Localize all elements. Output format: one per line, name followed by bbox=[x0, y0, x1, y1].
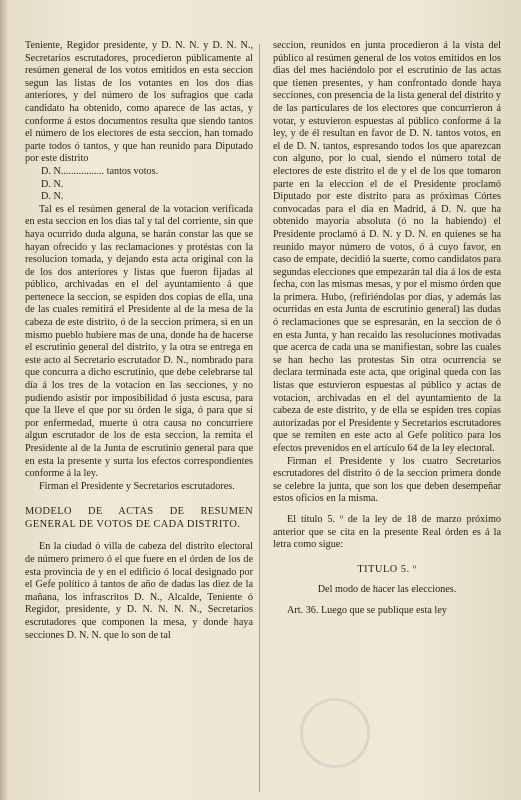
vote-list bbox=[25, 166, 253, 204]
right-signature-line: Firman el Presidente y los cuatro Secretarios escrutadores del distrito ó de la seccion primera donde se celebre la junta, que son los que deben desempeñar estos oficios en la misma. bbox=[273, 455, 501, 505]
article-36: Art. 36. Luego que se publique esta ley bbox=[287, 604, 447, 616]
column-divider bbox=[259, 44, 260, 792]
page-binding-shadow bbox=[0, 0, 8, 800]
left-paragraph-1: Teniente, Regidor presidente, y D. N. N. y D. N. N., Secretarios escrutadores, procedieron públicamente al resúmen general de los votos emitidos en esta seccion segun las listas de los votantes en los dos dias anteriores, y del número de los sufragios que cada candidato ha obtenido, como aparece de las actas, y conforme á estos documentos resulta que siendo tantos el número de los electores de esta seccion, han tomado parte todos ó tantos, y que han reunido para Diputado por este distrito bbox=[25, 40, 253, 165]
library-watermark bbox=[300, 690, 520, 800]
vote-line-2: D. N. bbox=[41, 178, 64, 190]
left-column bbox=[25, 40, 253, 642]
right-column bbox=[273, 40, 501, 618]
right-paragraph-3: El título 5. º de la ley de 18 de marzo próximo anterior que se cita en la presente Real órden es á la letra como sigue: bbox=[273, 513, 501, 551]
left-signature-line: Firman el Presidente y Secretarios escrutadores. bbox=[39, 480, 235, 492]
titulo-heading: TITULO 5. º bbox=[357, 563, 417, 575]
left-paragraph-4: En la ciudad ó villa de cabeza del distrito electoral de número primero ó el que fuere en el órden de los de esta provincia de y en el edificio ó local designado por el Gefe político á tantos de año de dadas las diez de la mañana, los infrascritos D. N., Alcalde, Teniente ó Regidor, presidente, y D. N. N. N. N., Secretarios escrutadores que componen la mesa, y donde haya secciones D. N. N. que lo son de tal bbox=[25, 541, 253, 641]
watermark-seal-icon bbox=[300, 698, 370, 768]
vote-line-3: D. N. bbox=[41, 191, 64, 203]
titulo-subtitle: Del modo de hacer las elecciones. bbox=[317, 584, 457, 596]
right-paragraph-1: seccion, reunidos en junta procedieron á la vista del público al resúmen general de los votos emitidos en los dias del mes haciéndolo por el escrutinio de las actas que tienen presentes, y han confrontado donde haya secciones, con presencia de la lista general del distrito y de las particulares de los electores que concurrieron á votar, y estuvieron espuestas al público conforme á la ley, y de él resultan en favor de D. N. tantos votos, en el de D. N. tantos, espresando todos los que aparezcan con alguno, por lo cual, siendo el número total de electores de este distrito el de y el de los que tomaron parte en la eleccion el de el Presidente proclamó Diputado por este distrito para as próximas Córtes convocadas para el dia en Madrid, á D. N. que ha obtenido mayoría absoluta (ó no la habiendo) el Presidente proclamó á D. N. y D. N. en quienes se ha reunido mayor número de votos, ó á cuyo favor, en caso de empate, decidió la suerte, como candidatos para segundas elecciones que empezarán tal dia á los de esta fecha, con las mismas mesas, y por el mismo órden que la primera. Hubo, (refiriéndolas por dias, y además las ocurridas en esta Junta de escrutinio general) las dudas ó reclamaciones que se espresarán, en la seccion de ó en esta Junta, y han recaido las resoluciones motivadas que acerca de cada una se manifiestan, sobre las cuales se han hecho las protestas Sin otra ocurrencia se declara terminada este acta, que original queda con las listas que estuvieron espuestas al público y actas de votacion, archivadas en el del ayuntamiento de la cabeza de este distrito, y de ella se espiden tres copias autorizadas por el Presidente y Secretarios escrutadores que se remiten en este acto al Gefe político para los efectos prevenidos en el artículo 64 de la ley electoral. bbox=[273, 40, 502, 454]
section-heading: MODELO DE ACTAS DE RESUMEN GENERAL DE VOTOS DE CADA DISTRITO. bbox=[25, 506, 253, 531]
left-paragraph-2: Tal es el resúmen general de la votacion verificada en esta seccion en los dias tal y tal del corriente, sin que haya ocurrido duda alguna, se harán constar las que se hayan ofrecido y las reclamaciones y protéstas con la resolucion tomada, y dejando esta acta original con la de los dos anteriores y listas que fueron fijadas al público, archivadas en el del ayuntamiento á que pertenece la seccion, se espiden dos copias de ella, una de las cuales remitirá el Presidente al de la mesa de la cabeza de este distrito, ó de la seccion primera, si en un mismo pueblo hubiere mas de una, donde ha de hacerse el escrutinio general del distrito, y la otra se entrega en este acto al Secretario escrutador D. N., nombrado para que concurra a dicho escrutinio, que debe celebrarse tal día á los tres de la votacion en las secciones, y no pudiendo asistir por imposibilidad ó justa escusa, para que la lleve el que por su órden le siga, ó para que si por enfermedad, muerte ú otra causa no concurriere algun escrutador de los de esta seccion, la remita el Presidente al de la Junta de escrutinio general para que en esta la presente y surta los efectos correspondientes conforme á la ley. bbox=[25, 203, 253, 480]
vote-line-1: D. N................. tantos votos. bbox=[41, 165, 159, 177]
